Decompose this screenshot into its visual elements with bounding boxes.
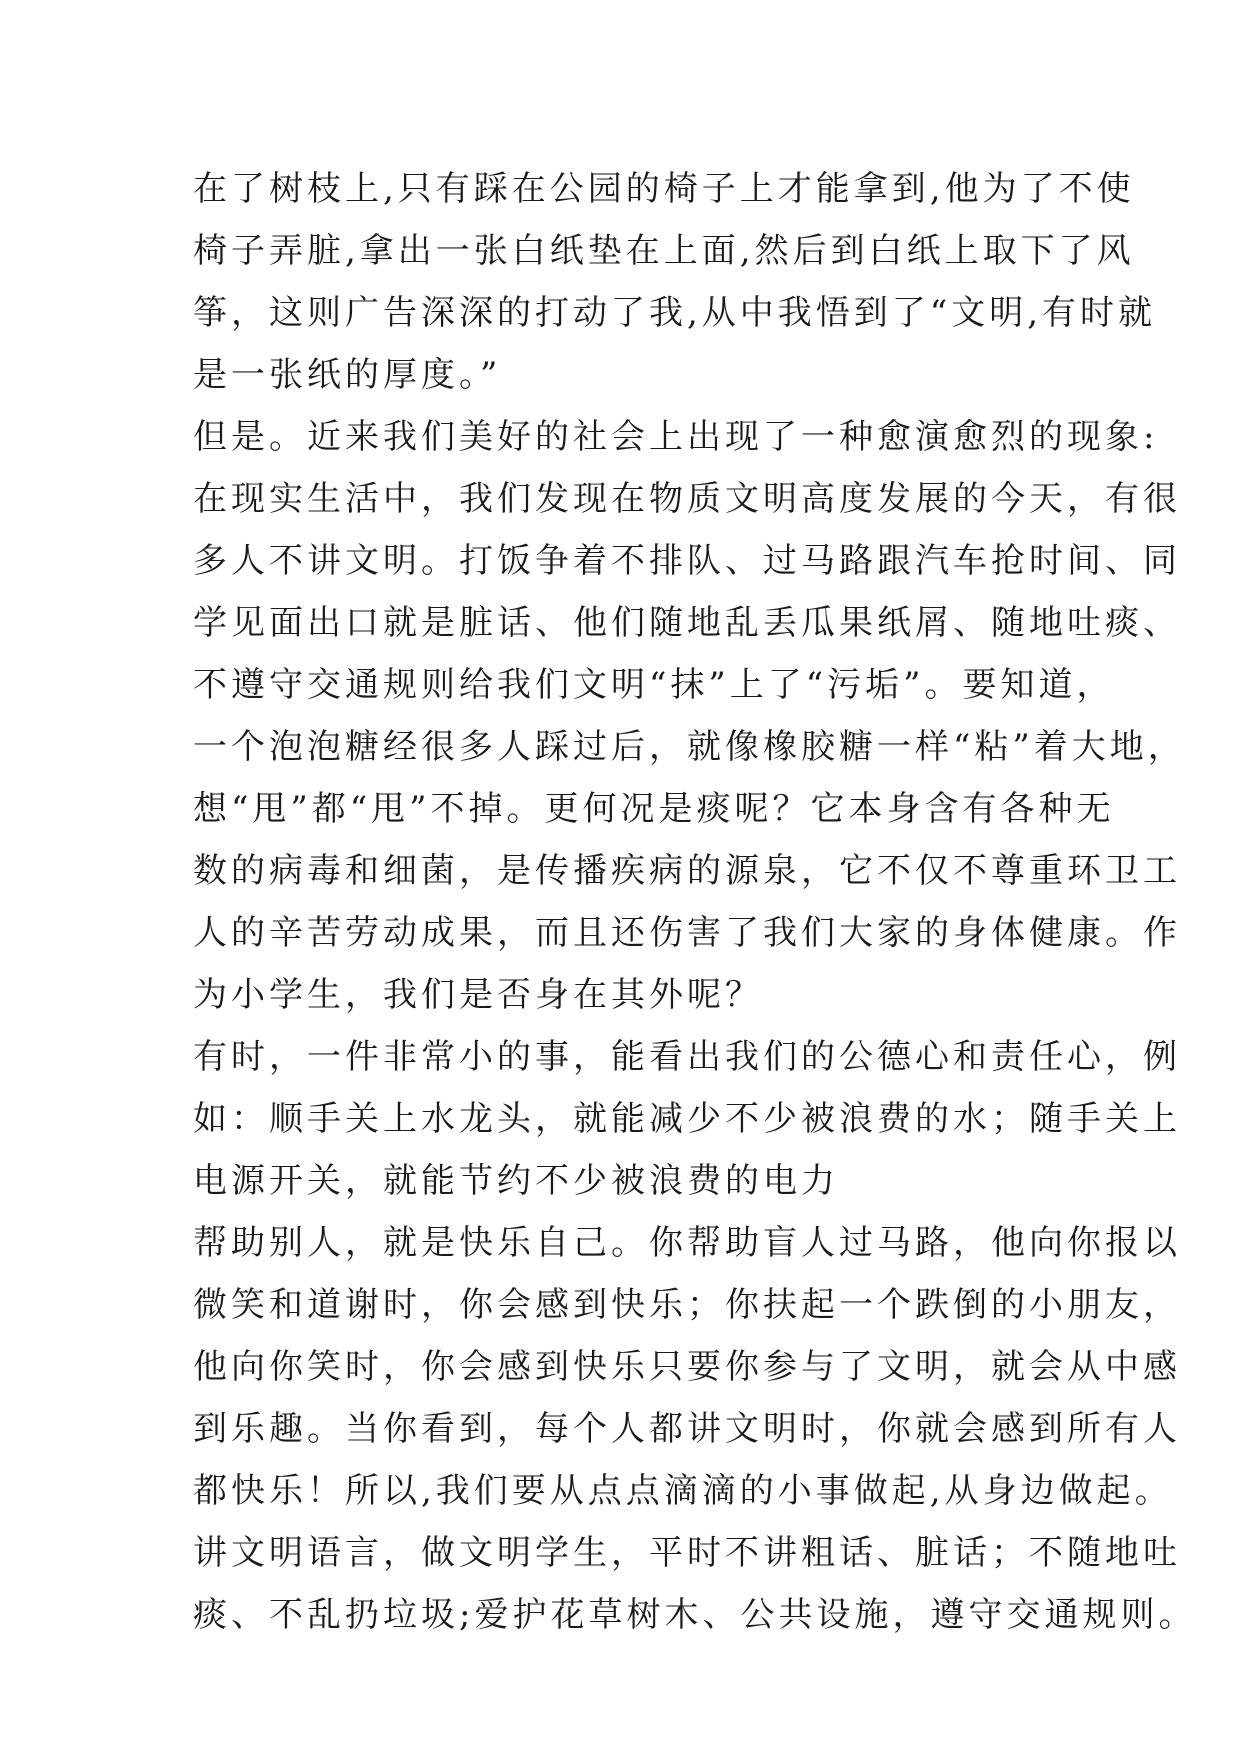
text-line: 数的病毒和细菌，是传播疾病的源泉，它不仅不尊重环卫工 [193,851,1181,891]
text-line: 都快乐！所以,我们要从点点滴滴的小事做起,从身边做起。 [193,1471,1173,1511]
text-line: 不遵守交通规则给我们文明“抹”上了“污垢”。要知道， [193,665,1115,705]
text-line: 微笑和道谢时，你会感到快乐；你扶起一个跌倒的小朋友， [193,1285,1181,1325]
paragraph [193,158,1156,406]
text-line: 但是。近来我们美好的社会上出现了一种愈演愈烈的现象: [193,417,1159,457]
text-line: 多人不讲文明。打饭争着不排队、过马路跟汽车抢时间、同 [193,541,1181,581]
text-line: 想“甩”都“甩”不掉。更何况是痰呢？它本身含有各种无 [193,789,1115,829]
text-line: 在了树枝上,只有踩在公园的椅子上才能拿到,他为了不使 [193,169,1135,209]
paragraph [193,1212,1197,1646]
text-line: 筝，这则广告深深的打动了我,从中我悟到了“文明,有时就 [193,293,1156,333]
text-line: 帮助别人，就是快乐自己。你帮助盲人过马路，他向你报以 [193,1223,1181,1263]
text-line: 学见面出口就是脏话、他们随地乱丢瓜果纸屑、随地吐痰、 [193,603,1181,643]
text-line: 电源开关，就能节约不少被浪费的电力 [193,1161,839,1201]
text-line: 讲文明语言，做文明学生，平时不讲粗话、脏话；不随地吐 [193,1533,1181,1573]
text-line: 痰、不乱扔垃圾;爱护花草树木、公共设施，遵守交通规则。 [193,1595,1197,1635]
text-line: 有时，一件非常小的事，能看出我们的公德心和责任心，例 [193,1037,1181,1077]
text-line: 在现实生活中，我们发现在物质文明高度发展的今天，有很 [193,479,1181,519]
paragraph [193,1026,1181,1212]
text-line: 一个泡泡糖经很多人踩过后，就像橡胶糖一样“粘”着大地， [193,727,1186,767]
text-line: 他向你笑时，你会感到快乐只要你参与了文明，就会从中感 [193,1347,1181,1387]
text-line: 到乐趣。当你看到，每个人都讲文明时，你就会感到所有人 [193,1409,1181,1449]
document-body [193,158,1197,1646]
text-line: 为小学生，我们是否身在其外呢？ [193,975,763,1015]
text-line: 椅子弄脏,拿出一张白纸垫在上面,然后到白纸上取下了风 [193,231,1135,271]
text-line: 如：顺手关上水龙头，就能减少不少被浪费的水；随手关上 [193,1099,1181,1139]
text-line: 人的辛苦劳动成果，而且还伤害了我们大家的身体健康。作 [193,913,1181,953]
paragraph [193,406,1186,1026]
text-line: 是一张纸的厚度。” [193,355,502,395]
